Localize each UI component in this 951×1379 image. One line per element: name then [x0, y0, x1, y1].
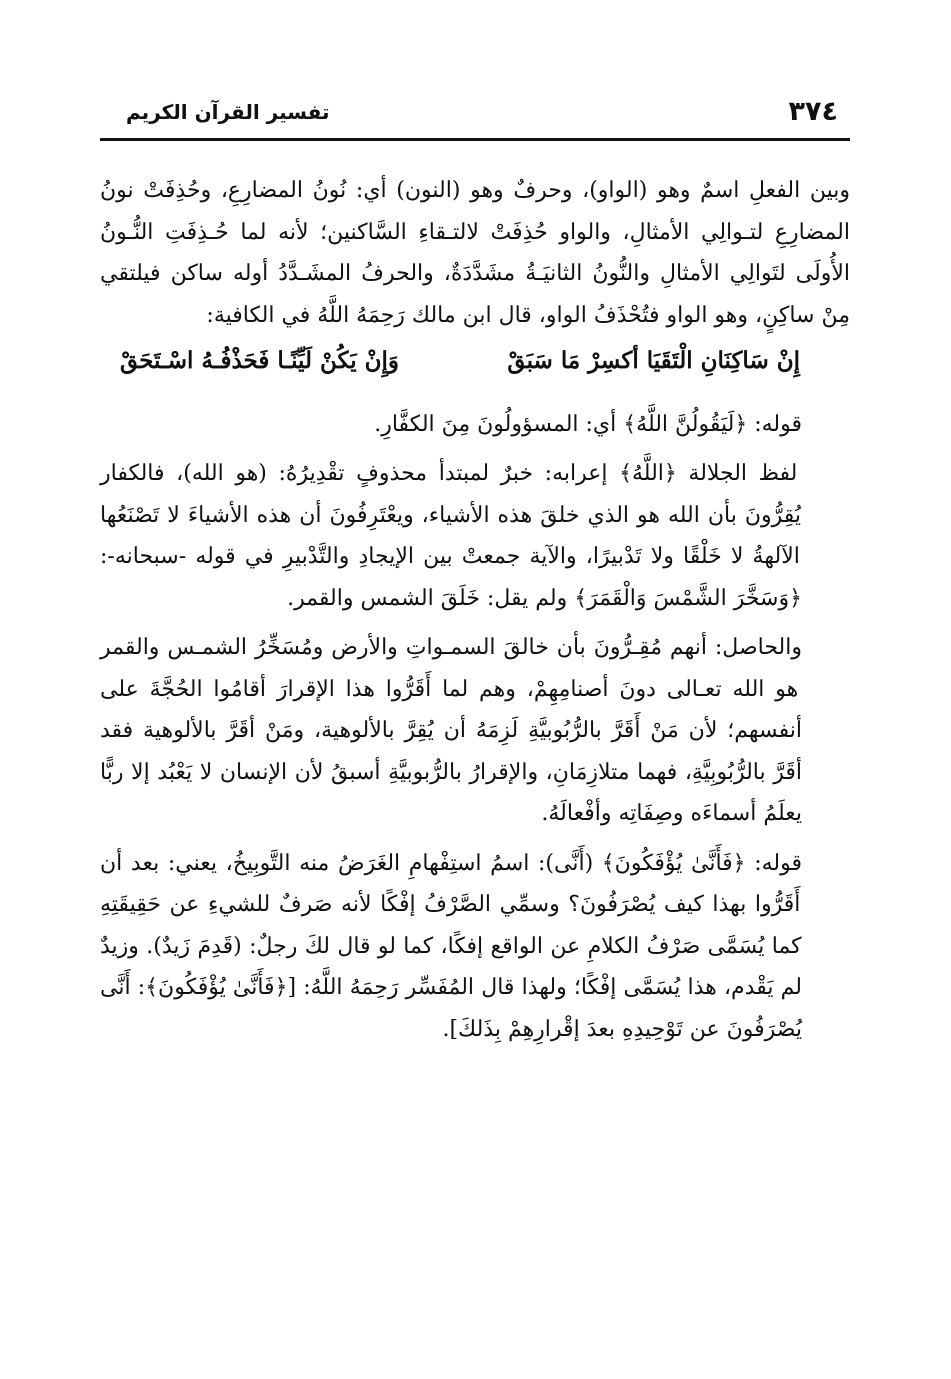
page-number: ٣٧٤: [788, 96, 838, 127]
text-line: قوله: ﴿فَأَنَّىٰ يُؤْفَكُونَ﴾ (أَنَّى): اسمُ استِفْهامِ الغَرَضُ منه التَّوبِيخُ، يعني: بعد: [122, 850, 802, 876]
paragraph-2: قوله: ﴿لَيَقُولُنَّ اللَّهُ﴾ أي: المسؤولُونَ مِنَ الكفَّارِ.: [374, 411, 802, 437]
text-line: عن تَوْحِيدِهِ بعدَ إقْرارِهِمْ بِذَلكَ].: [442, 1016, 720, 1042]
poetry-verse: [100, 340, 850, 382]
page-header: [100, 92, 850, 138]
text-line: ﴿وَسَخَّرَ الشَّمْسَ وَالْقَمَرَ﴾ ولم يقل: خَلَقَ الشمس والقمر.: [287, 585, 802, 611]
text-line: لفظ الجلالة ﴿اللَّهُ﴾ إعرابه: خبرٌ لمبتدأ محذوفٍ تقْدِيرُهُ: (هو الله)، فالكفار: [100, 461, 798, 486]
text-line: الآلهةُ لا خَلْقًا ولا تَدْبيرًا، والآية جمعتْ بين الإيجادِ والتَّدْبيرِ في قوله -سبحانه-:: [100, 544, 800, 569]
text-line: النُّـونُ الأُولَى لتَوالِي الأمثالِ والنُّونُ الثانيَـةُ مشَدَّدَةٌ، والحرفُ المشَـدَّدُ أوله ساكن: [100, 219, 850, 286]
paragraph-1: [100, 170, 850, 336]
text-line: أسماءَه وصِفَاتِه وأفْعالَهُ.: [541, 801, 757, 826]
text-line: فيلتقي مِنْ ساكِنٍ، وهو الواو فتُحْذَفُ الواو، قال ابن مالك رَحِمَهُ اللَّهُ في الكافية:: [100, 261, 850, 328]
body-text: [100, 170, 850, 1050]
text-line: بالرُّبُوبِيَّةِ، فهما متلازِمَانِ، والإقرارُ بالرُّبوبيَّةِ أسبقُ لأن الإنسان لا يَعْبُد إلا ربًّا يعلَمُ: [100, 759, 802, 826]
text-line: نونُ المضارِعِ لتـوالِي الأمثالِ، والواو حُذِفَتْ لالتـقاءِ السَّاكنين؛ لأنه لما حُـذِفَتِ: [100, 178, 850, 245]
running-title: تفسير القرآن الكريم: [126, 100, 330, 124]
paragraph-3: [100, 453, 850, 619]
header-divider: [100, 138, 850, 141]
text-line: أن أَقَرُّوا بهذا كيف يُصْرَفُونَ؟ وسمِّي الصَّرْفُ إفْكًا لأنه صَرفٌ للشيءِ عن حَقِيقَتِهِ: [100, 850, 801, 917]
verse-second-hemistich: وَإِنْ يَكُنْ لَيِّنًـا فَحَذْفُـهُ اسْـتَحَقْ: [120, 347, 400, 374]
text-line: يُقِرُّونَ بأن الله هو الذي خلقَ هذه الأشياء، ويعْتَرِفُونَ أن هذه الأشياءَ لا تَصْنَعُها: [100, 502, 801, 528]
text-line: والقمر هو الله تعـالى دونَ أصنامِهِمْ، وهم لما أَقَرُّوا هذا الإقرارَ أقامُوا الحُجَّةَ على: [100, 635, 799, 702]
verse-first-hemistich: إِنْ سَاكِنَانِ الْتَقَيَا أكسِرْ مَا سَبَقْ: [507, 347, 800, 374]
text-line: والحاصل: أنهم مُقِـرُّونَ بأن خالقَ السمـواتِ والأرض ومُسَخِّرُ الشمـس: [159, 635, 802, 660]
paragraph-5: [100, 843, 850, 1051]
text-line: لم يَقْدم، هذا يُسَمَّى إفْكًا؛ ولهذا قال المُفَسِّر رَحِمَهُ اللَّهُ: [﴿فَأَنَّىٰ يُؤْفَكُونَ﴾: أَنَّى يُصْرَفُونَ: [100, 975, 802, 1042]
text-line: كما يُسَمَّى صَرْفُ الكلامِ عن الواقع إفكًا، كما لو قال لكَ رجلٌ: (قَدِمَ زَيدٌ). وزيدٌ: [100, 933, 802, 959]
text-line: أنفسهم؛ لأن مَنْ أَقَرَّ بالرُّبُوبيَّةِ لَزِمَهُ أن يُقِرَّ بالألوهية، ومَنْ أقَرَّ بالألوهية فقد أقَرَّ: [100, 718, 802, 785]
text-line: وبين الفعلِ اسمٌ وهو (الواو)، وحرفٌ وهو (النون) أي: نُونُ المضارِعِ، وحُذِفَتْ: [133, 178, 850, 203]
paragraph-4: [100, 627, 850, 835]
